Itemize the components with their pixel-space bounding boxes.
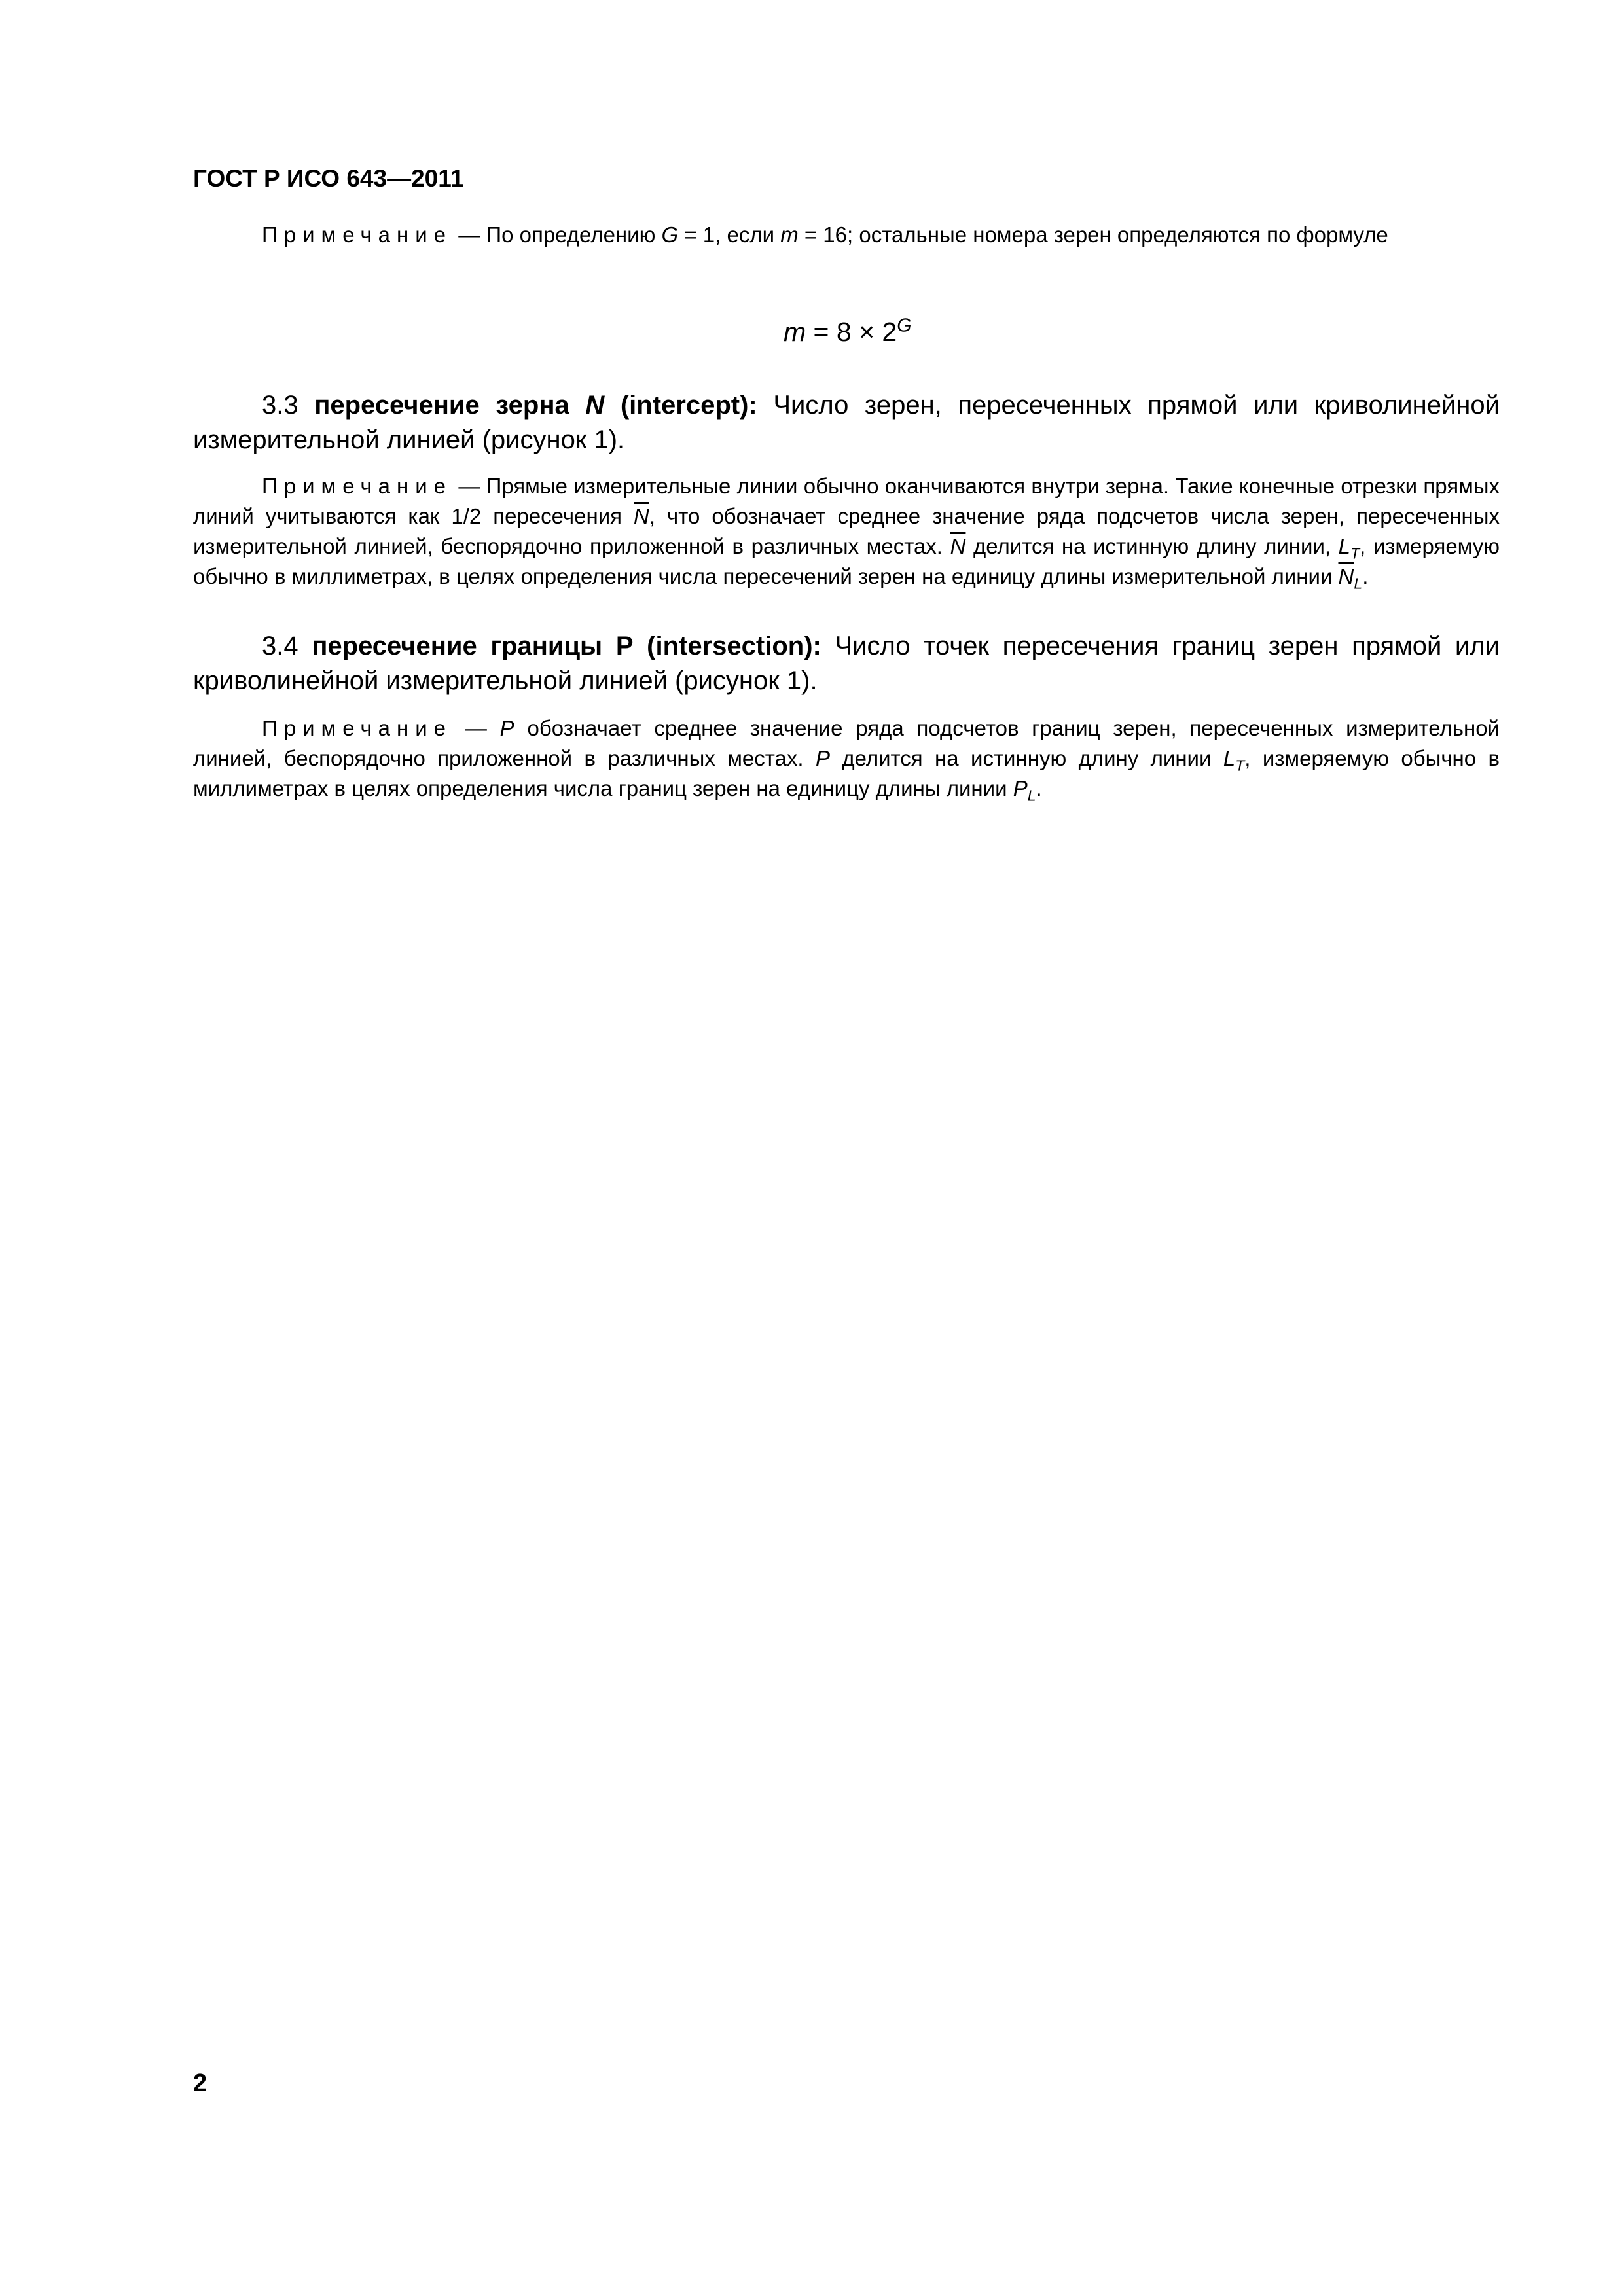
formula: [784, 317, 912, 348]
term-symbol: N: [585, 391, 605, 420]
note-text: .: [1036, 776, 1042, 800]
section-number: 3.3: [262, 391, 298, 420]
section-3-4: [193, 629, 1500, 698]
subscript-l: L: [1354, 575, 1363, 592]
term-name: пересечение зерна: [314, 391, 569, 420]
note-text: = 1, если: [678, 223, 781, 247]
note-1: [193, 220, 1500, 250]
note-label: Примечание: [262, 223, 453, 247]
formula-exponent: G: [897, 315, 912, 336]
note-text: делится на истинную длину линии,: [965, 534, 1339, 558]
symbol-p: P: [815, 746, 830, 770]
variable-m: m: [780, 223, 799, 247]
note-text: , что обозначает среднее значение ряда подсчетов числа зерен, пересеченных измерительной линией, беспорядочно приложенной в различных местах.: [193, 504, 1500, 558]
subscript-t: T: [1350, 545, 1360, 562]
note-text: делится на истинную длину линии: [829, 746, 1223, 770]
symbol-p: P: [1013, 776, 1028, 800]
symbol-l: L: [1223, 746, 1236, 770]
note-dash: —: [458, 474, 480, 498]
note-text: Прямые измерительные линии обычно оканчиваются внутри зерна. Такие конечные отрезки прямых линий учитываются как 1/2 пересечения: [193, 474, 1500, 528]
symbol-n-bar: $\overline{N}$: [950, 534, 966, 558]
formula-body: = 8 × 2: [806, 317, 897, 347]
symbol-p: P: [499, 716, 514, 740]
note-2: [193, 471, 1500, 592]
note-dash: —: [465, 716, 487, 740]
variable-g: G: [661, 223, 679, 247]
subscript-t: T: [1235, 757, 1245, 774]
note-3: [193, 713, 1500, 804]
note-label: Примечание: [262, 474, 453, 498]
note-text: По определению: [486, 223, 662, 247]
note-text: , измеряемую обычно в миллиметрах в целях определения числа границ зерен на единицу длины линии: [193, 746, 1500, 800]
note-text: обозначает среднее значение ряда подсчетов границ зерен, пересеченных измерительной линией, беспорядочно приложенной в различных местах.: [193, 716, 1500, 770]
note-text: = 16; остальные номера зерен определяются по формуле: [798, 223, 1388, 247]
symbol-l: L: [1338, 534, 1350, 558]
section-3-3: [193, 388, 1500, 457]
page-number: 2: [193, 2070, 208, 2097]
section-number: 3.4: [262, 632, 298, 660]
note-text: , измеряемую обычно в миллиметрах, в целях определения числа пересечений зерен на единицу длины измерительной линии: [193, 534, 1500, 588]
subscript-l: L: [1027, 787, 1036, 804]
term-name: пересечение границы: [312, 632, 603, 660]
symbol-n-bar: $\overline{N}$: [1338, 564, 1354, 588]
term-symbol: P: [615, 632, 634, 660]
note-text: .: [1362, 564, 1369, 588]
term-definition: Число точек пересечения границ зерен прямой или криволинейной измерительной линией (рисунок 1).: [193, 632, 1500, 695]
note-dash: —: [458, 223, 480, 247]
formula-lhs: m: [784, 317, 806, 347]
term-definition: Число зерен, пересеченных прямой или криволинейной измерительной линией (рисунок 1).: [193, 391, 1500, 454]
document-code-header: ГОСТ Р ИСО 643—2011: [193, 165, 464, 192]
term-english: (intercept):: [620, 391, 757, 420]
note-label: Примечание: [262, 716, 453, 740]
symbol-n-bar: $\overline{N}$: [634, 504, 649, 528]
term-english: (intersection):: [647, 632, 821, 660]
